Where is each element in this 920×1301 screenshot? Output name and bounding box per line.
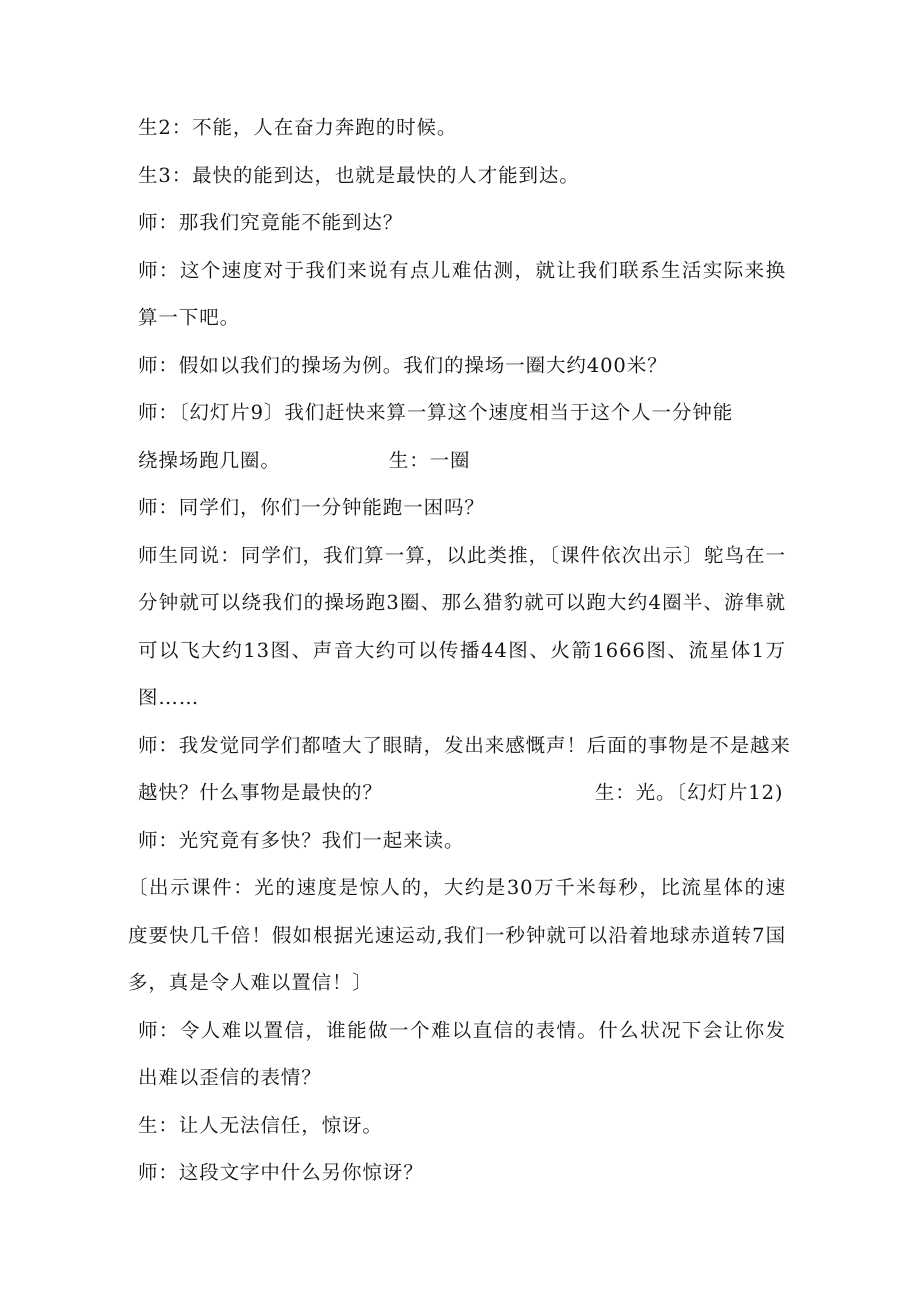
transcript-line-teacher-expression: 师：令人难以置信，谁能做一个难以直信的表情。什么状况下会让你发出难以歪信的表情？: [138, 1018, 786, 1089]
transcript-line-teacher-reach: 师：那我们究竟能不能到达？: [138, 211, 404, 234]
transcript-line-teacher-playground: 师：假如以我们的操场为例。我们的操场一圈大约400米？: [138, 353, 668, 377]
transcript-line-fastest-question: [138, 769, 786, 817]
transcript-line-student-surprise: 生：让人无法信任，惊讶。: [138, 1113, 383, 1137]
courseware-lightspeed-passage: 〔出示课件：光的速度是惊人的，大约是30万千米每秒，比流星体的速度要快几千倍！假如根据光速运动,我们一秒钟就可以沿着地球赤道转7国多，真是令人难以置信！〕: [128, 876, 786, 994]
transcript-line-teacher-amazed: 师：我发觉同学们都喳大了眼睛，发出来感慨声！后面的事物是不是越来: [138, 733, 791, 757]
transcript-line-teacher-estimate: 师：这个速度对于我们来说有点儿难估测，就让我们联系生活实际来换算一下吧。: [138, 258, 786, 329]
transcript-line-teacher-onelap: 师：同学们，你们一分钟能跑一困吗？: [138, 496, 485, 519]
fastest-answer-text: 生：光。〔幻灯片12): [594, 781, 784, 804]
transcript-line-teacher-slide9: 师：〔幻灯片9〕我们赶快来算一算这个速度相当于这个人一分钟能: [138, 401, 734, 424]
laps-question-text: 绕操场跑几圈。: [138, 448, 281, 472]
transcript-line-student3: 生3：最快的能到达，也就是最快的人才能到达。: [138, 163, 580, 187]
document-body: [128, 104, 791, 1197]
transcript-line-teacher-howfast: 师：光究竟有多快？我们一起来读。: [138, 828, 465, 852]
transcript-line-student2: 生2：不能，人在奋力奔跑的时候。: [138, 116, 458, 139]
transcript-line-laps-question: [138, 437, 786, 485]
transcript-line-chorus-calculation: 师生同说：同学们，我们算一算，以此类推，〔课件依次出示〕鸵鸟在一分钟就可以绕我们的操场跑3圈、那么猎豹就可以跑大约4圈半、游隼就可以飞大约13图、声音大约可以传播44图、火箭1666图、流星体1万图……: [138, 543, 786, 709]
laps-answer-text: 生：一圈: [388, 448, 471, 472]
fastest-question-text: 越快？什么事物是最快的？: [138, 781, 383, 804]
transcript-line-teacher-whatsurprise: 师：这段文字中什么另你惊讶？: [138, 1161, 424, 1184]
